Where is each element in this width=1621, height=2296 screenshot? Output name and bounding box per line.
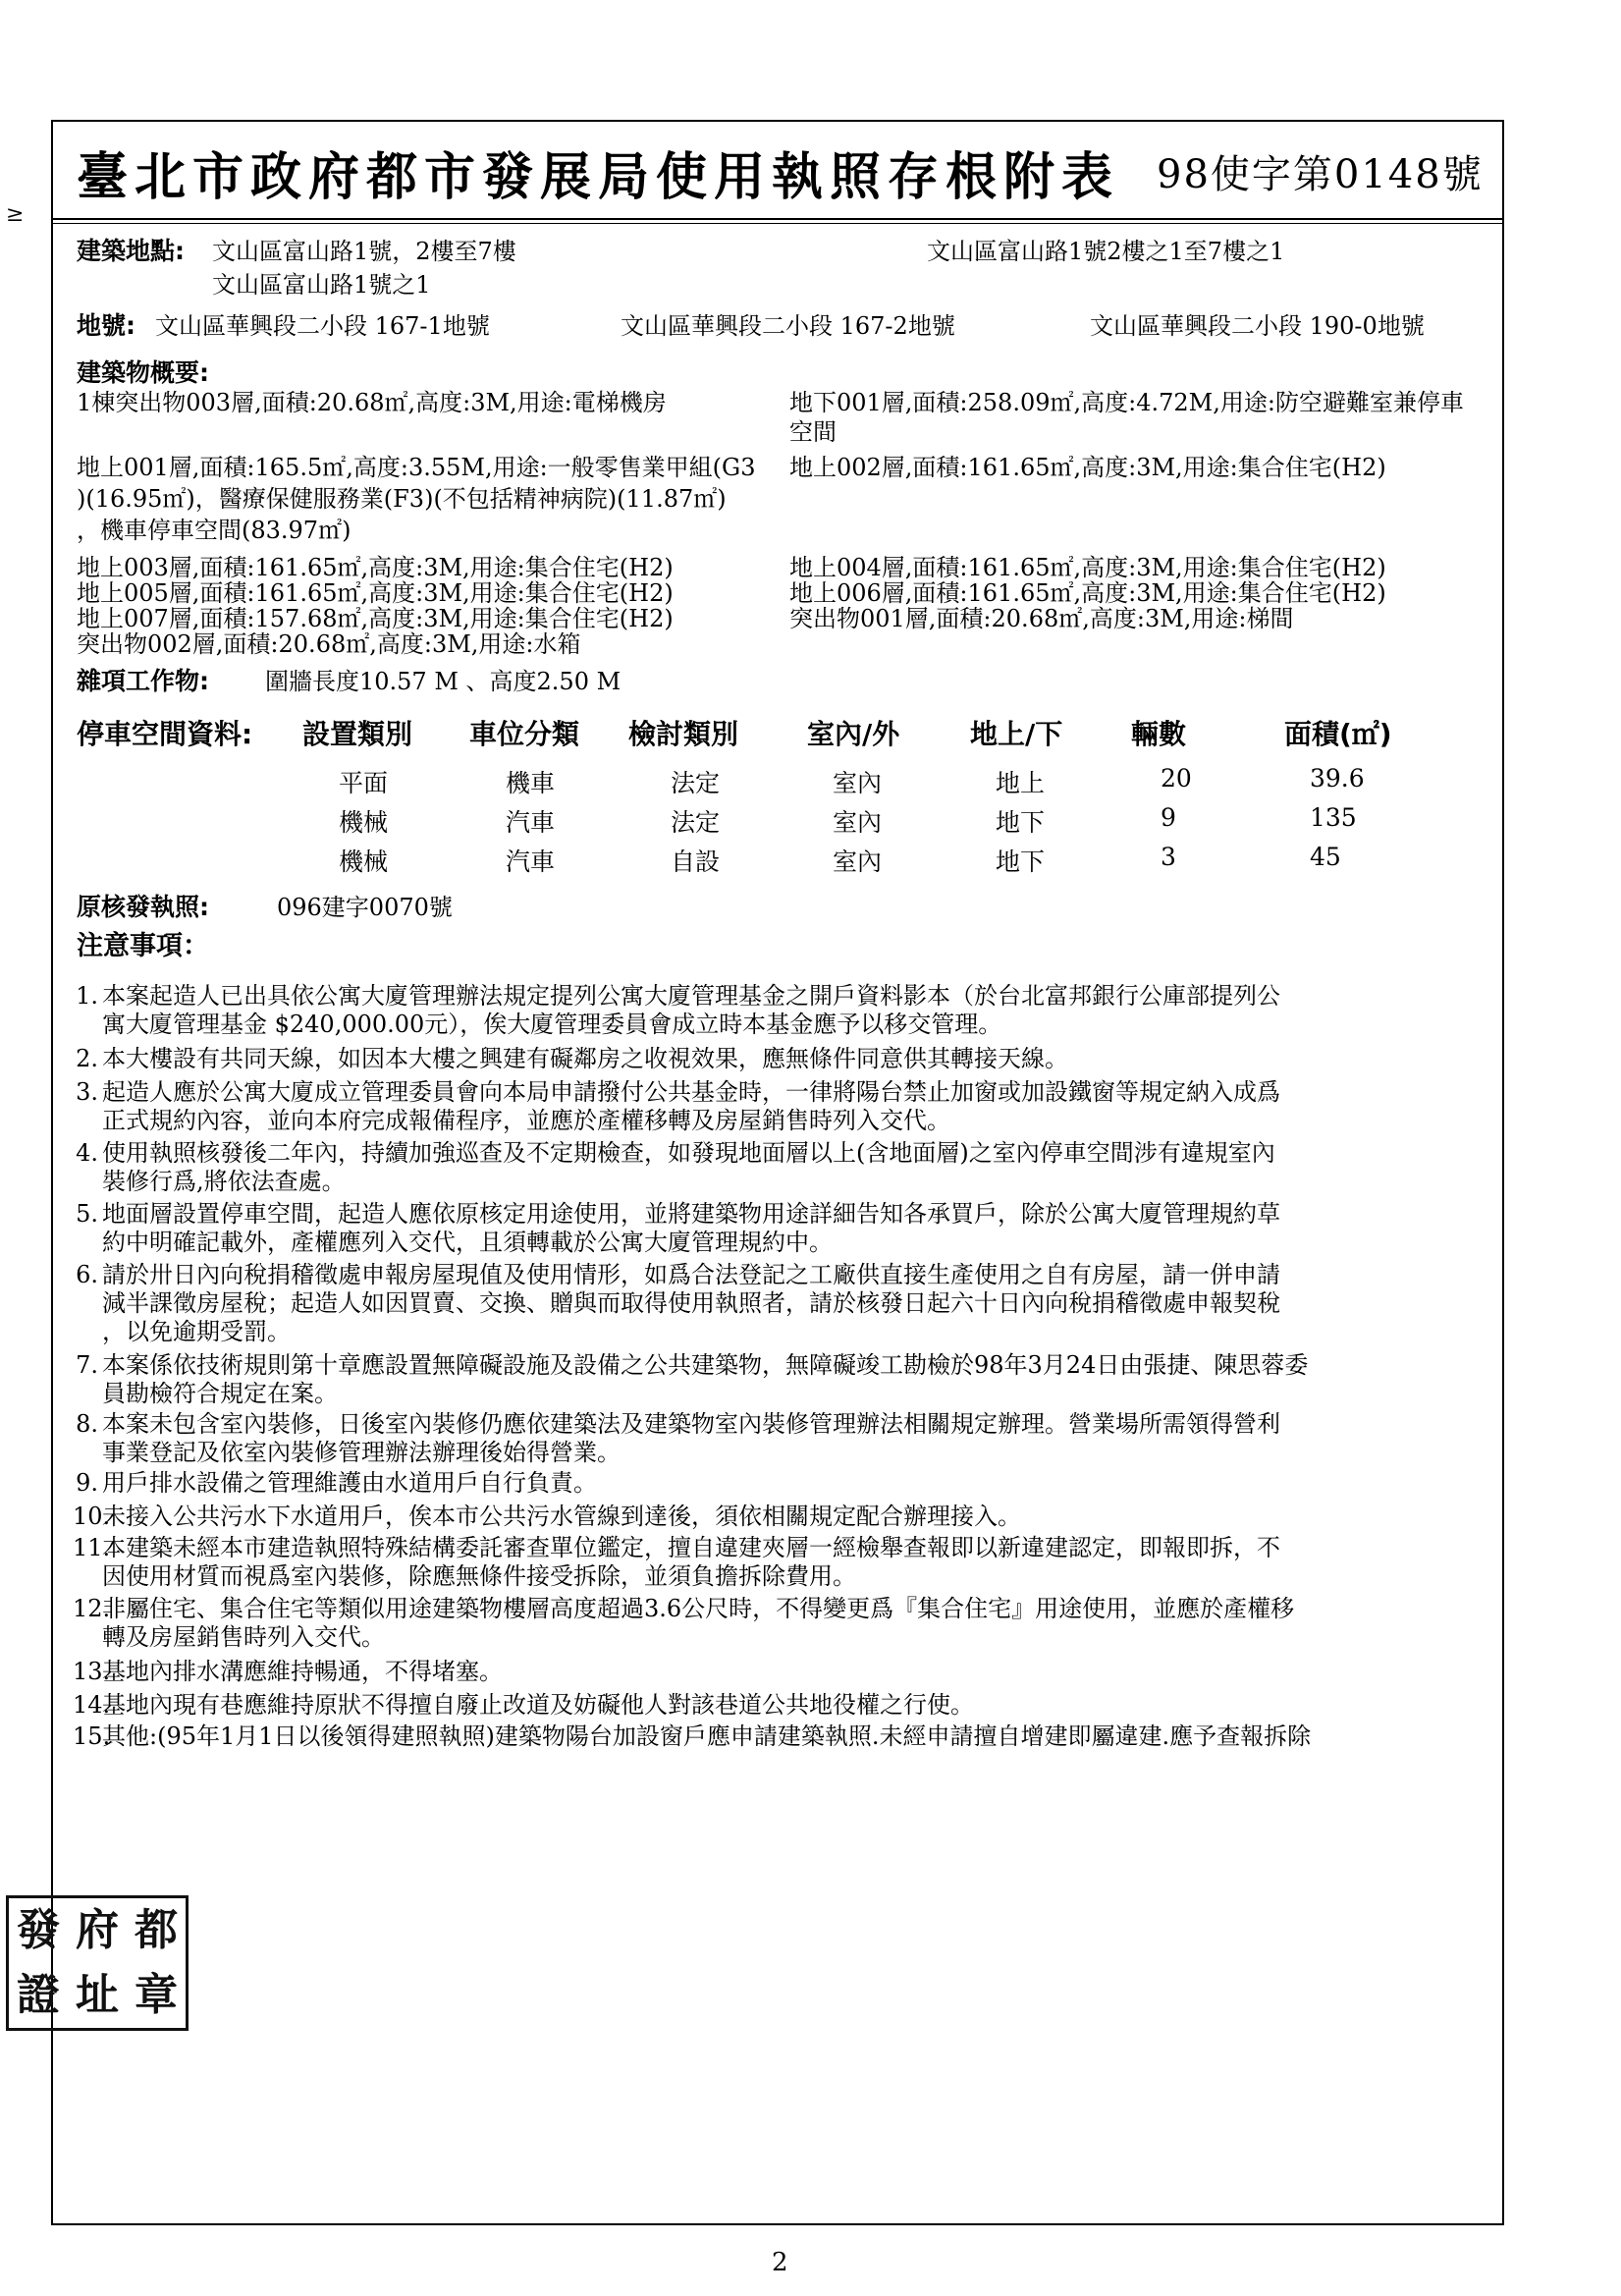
header-rule-secondary xyxy=(51,223,1504,224)
note-number: 3. xyxy=(76,1078,98,1106)
note-text: 本案未包含室內裝修，日後室內裝修仍應依建築法及建築物室內裝修管理辦法相關規定辦理。營業場所需領得營利 xyxy=(102,1410,1280,1438)
lot-item: 文山區華興段二小段 167-1地號 xyxy=(155,312,490,340)
note-line xyxy=(73,1658,503,1686)
note-line xyxy=(73,1595,1295,1623)
parking-label: 停車空間資料: xyxy=(77,718,253,750)
building-line: 地下001層,面積:258.09㎡,高度:4.72M,用途:防空避難室兼停車 xyxy=(789,389,1464,416)
note-text: 使用執照核發後二年內，持續加強巡查及不定期檢查，如發現地面層以上(含地面層)之室內停車空間涉有違規室內 xyxy=(102,1139,1275,1167)
building-line: 地上002層,面積:161.65㎡,高度:3M,用途:集合住宅(H2) xyxy=(789,454,1386,481)
parking-cell: 室內 xyxy=(833,769,883,797)
note-line xyxy=(76,1078,1280,1107)
note-number: 6. xyxy=(76,1261,98,1288)
seal-char: 章 xyxy=(135,1970,178,2020)
note-text: 員勘檢符合規定在案。 xyxy=(102,1380,338,1407)
note-line xyxy=(73,1722,1312,1751)
note-number: 12. xyxy=(73,1595,111,1622)
seal-char: 府 xyxy=(76,1905,119,1955)
parking-cell: 自設 xyxy=(671,847,721,876)
parking-cell: 39.6 xyxy=(1310,764,1365,793)
note-text: 本案係依技術規則第十章應設置無障礙設施及設備之公共建築物，無障礙竣工勘檢於98年3月24日由張捷、陳思蓉委 xyxy=(102,1351,1309,1379)
note-text: 事業登記及依室內裝修管理辦法辦理後始得營業。 xyxy=(102,1439,621,1466)
parking-header: 地上/下 xyxy=(970,718,1063,750)
lot-item: 文山區華興段二小段 167-2地號 xyxy=(621,312,955,340)
note-number: 13. xyxy=(73,1658,111,1685)
parking-cell: 機車 xyxy=(506,769,556,797)
parking-cell: 地下 xyxy=(996,808,1046,837)
note-number: 7. xyxy=(76,1351,98,1379)
seal-char: 發 xyxy=(17,1905,60,1955)
note-text: 本建築未經本市建造執照特殊結構委託審查單位鑑定，擅自違建夾層一經檢舉查報即以新違建認定，即報即拆，不 xyxy=(102,1534,1280,1561)
note-line xyxy=(76,1410,1280,1439)
note-text: ，以免逾期受罰。 xyxy=(102,1318,291,1345)
parking-cell: 135 xyxy=(1310,803,1357,832)
parking-header: 車位分類 xyxy=(469,718,580,750)
note-text: 本大樓設有共同天線，如因本大樓之興建有礙鄰房之收視效果，應無條件同意供其轉接天線。 xyxy=(102,1045,1068,1072)
seal-char: 址 xyxy=(76,1970,119,2020)
site-address-2: 文山區富山路1號之1 xyxy=(212,271,431,299)
note-text: 本案起造人已出具依公寓大廈管理辦法規定提列公寓大廈管理基金之開戶資料影本（於台北富邦銀行公庫部提列公 xyxy=(102,982,1280,1010)
note-number: 8. xyxy=(76,1410,98,1438)
note-line xyxy=(73,1534,1280,1562)
note-text: 其他:(95年1月1日以後領得建照執照)建築物陽台加設窗戶應申請建築執照.未經申請擅自增建即屬違建.應予查報拆除 xyxy=(102,1722,1312,1750)
seal-char: 證 xyxy=(17,1970,60,2020)
note-number: 1. xyxy=(76,982,98,1010)
note-line xyxy=(73,1691,974,1720)
parking-header: 設置類別 xyxy=(302,718,413,750)
parking-cell: 45 xyxy=(1310,843,1341,871)
note-line xyxy=(102,1107,950,1135)
note-number: 4. xyxy=(76,1139,98,1167)
parking-header: 檢討類別 xyxy=(628,718,739,750)
building-line: 地上003層,面積:161.65㎡,高度:3M,用途:集合住宅(H2) xyxy=(77,554,674,581)
parking-cell: 地上 xyxy=(996,769,1046,797)
note-line xyxy=(73,1503,1021,1531)
site-address-1: 文山區富山路1號，2樓至7樓 xyxy=(212,238,516,265)
parking-cell: 3 xyxy=(1161,843,1176,871)
permit-number: 98使字第0148號 xyxy=(1157,152,1484,197)
note-text: 因使用材質而視爲室內裝修，除應無條件接受拆除，並須負擔拆除費用。 xyxy=(102,1562,856,1590)
parking-cell: 法定 xyxy=(671,808,721,837)
original-permit-label: 原核發執照: xyxy=(77,893,209,921)
header-rule xyxy=(51,218,1504,220)
parking-cell: 機械 xyxy=(339,847,389,876)
note-line xyxy=(76,1200,1280,1229)
parking-cell: 室內 xyxy=(833,808,883,837)
note-text: 寓大廈管理基金 $240,000.00元），俟大廈管理委員會成立時本基金應予以移交管理。 xyxy=(102,1011,1002,1038)
note-number: 11. xyxy=(73,1534,111,1561)
document-title: 臺北市政府都市發展局使用執照存根附表 xyxy=(77,147,1120,207)
misc-label: 雜項工作物: xyxy=(77,667,209,695)
parking-cell: 地下 xyxy=(996,847,1046,876)
note-line xyxy=(102,1011,1001,1039)
note-text: 裝修行爲,將依法查處。 xyxy=(102,1168,346,1195)
note-line xyxy=(102,1439,621,1467)
building-label: 建築物概要: xyxy=(77,358,209,387)
note-text: 轉及房屋銷售時列入交代。 xyxy=(102,1623,385,1651)
parking-cell: 平面 xyxy=(339,769,389,797)
note-text: 起造人應於公寓大廈成立管理委員會向本局申請撥付公共基金時，一律將陽台禁止加窗或加設鐵窗等規定納入成爲 xyxy=(102,1078,1280,1106)
site-address-1-right: 文山區富山路1號2樓之1至7樓之1 xyxy=(927,238,1285,265)
note-text: 非屬住宅、集合住宅等類似用途建築物樓層高度超過3.6公尺時，不得變更爲『集合住宅』用途使用，並應於產權移 xyxy=(102,1595,1295,1622)
note-number: 15. xyxy=(73,1722,111,1750)
note-line xyxy=(102,1318,291,1346)
note-text: 基地內排水溝應維持暢通，不得堵塞。 xyxy=(102,1658,503,1685)
note-number: 2. xyxy=(76,1045,98,1072)
note-line xyxy=(76,1351,1309,1380)
note-number: 5. xyxy=(76,1200,98,1228)
building-line: 地上007層,面積:157.68㎡,高度:3M,用途:集合住宅(H2) xyxy=(77,605,674,632)
note-text: 正式規約內容，並向本府完成報備程序，並應於產權移轉及房屋銷售時列入交代。 xyxy=(102,1107,950,1134)
misc-value: 圍牆長度10.57 M 、高度2.50 M xyxy=(265,668,621,695)
note-line xyxy=(102,1168,346,1196)
note-line xyxy=(76,1469,597,1498)
building-line: 突出物001層,面積:20.68㎡,高度:3M,用途:梯間 xyxy=(789,605,1294,632)
notes-label: 注意事項： xyxy=(77,931,209,961)
note-text: 未接入公共污水下水道用戶，俟本市公共污水管線到達後，須依相關規定配合辦理接入。 xyxy=(102,1503,1021,1530)
note-text: 地面層設置停車空間，起造人應依原核定用途使用，並將建築物用途詳細告知各承買戶，除於公寓大廈管理規約草 xyxy=(102,1200,1280,1228)
note-text: 基地內現有巷應維持原狀不得擅自廢止改道及妨礙他人對該巷道公共地役權之行使。 xyxy=(102,1691,974,1719)
note-text: 約中明確記載外，產權應列入交代，且須轉載於公寓大廈管理規約中。 xyxy=(102,1229,833,1256)
building-line: 空間 xyxy=(789,418,837,446)
building-line: 地上001層,面積:165.5㎡,高度:3.55M,用途:一般零售業甲組(G3 xyxy=(77,454,756,481)
parking-cell: 室內 xyxy=(833,847,883,876)
note-number: 9. xyxy=(76,1469,98,1497)
parking-cell: 9 xyxy=(1161,803,1176,832)
note-number: 10. xyxy=(73,1503,111,1530)
parking-cell: 機械 xyxy=(339,808,389,837)
official-seal xyxy=(6,1895,189,2031)
note-line xyxy=(102,1623,385,1652)
page-number: 2 xyxy=(772,2248,788,2277)
note-text: 用戶排水設備之管理維護由水道用戶自行負責。 xyxy=(102,1469,597,1497)
note-line xyxy=(102,1229,833,1257)
note-text: 請於卅日內向稅捐稽徵處申報房屋現值及使用情形，如爲合法登記之工廠供直接生產使用之自有房屋，請一併申請 xyxy=(102,1261,1280,1288)
building-line: 1棟突出物003層,面積:20.68㎡,高度:3M,用途:電梯機房 xyxy=(77,389,667,416)
building-line: 地上005層,面積:161.65㎡,高度:3M,用途:集合住宅(H2) xyxy=(77,579,674,607)
note-line xyxy=(76,982,1280,1011)
note-line xyxy=(76,1261,1280,1289)
parking-header: 面積(㎡) xyxy=(1284,718,1392,750)
building-line: 地上006層,面積:161.65㎡,高度:3M,用途:集合住宅(H2) xyxy=(789,579,1386,607)
building-line: ，機車停車空間(83.97㎡) xyxy=(77,517,351,544)
site-label: 建築地點: xyxy=(77,237,185,265)
lot-label: 地號: xyxy=(77,311,135,340)
note-line xyxy=(102,1289,1280,1318)
note-line xyxy=(76,1139,1275,1168)
lot-item: 文山區華興段二小段 190-0地號 xyxy=(1090,312,1425,340)
note-text: 減半課徵房屋稅；起造人如因買賣、交換、贈與而取得使用執照者，請於核發日起六十日內向稅捐稽徵處申報契稅 xyxy=(102,1289,1280,1317)
parking-cell: 汽車 xyxy=(506,847,556,876)
note-number: 14. xyxy=(73,1691,111,1719)
seal-char: 都 xyxy=(135,1905,178,1955)
parking-cell: 20 xyxy=(1161,764,1192,793)
parking-cell: 法定 xyxy=(671,769,721,797)
original-permit-value: 096建字0070號 xyxy=(277,894,453,921)
parking-header: 輛數 xyxy=(1131,718,1187,750)
scan-mark-icon: ≥ xyxy=(6,202,25,227)
building-line: 突出物002層,面積:20.68㎡,高度:3M,用途:水箱 xyxy=(77,630,581,658)
note-line xyxy=(76,1045,1068,1073)
building-line: )(16.95㎡)，醫療保健服務業(F3)(不包括精神病院)(11.87㎡) xyxy=(77,485,727,513)
note-line xyxy=(102,1380,338,1408)
parking-header: 室內/外 xyxy=(807,718,900,750)
parking-cell: 汽車 xyxy=(506,808,556,837)
building-line: 地上004層,面積:161.65㎡,高度:3M,用途:集合住宅(H2) xyxy=(789,554,1386,581)
note-line xyxy=(102,1562,856,1591)
